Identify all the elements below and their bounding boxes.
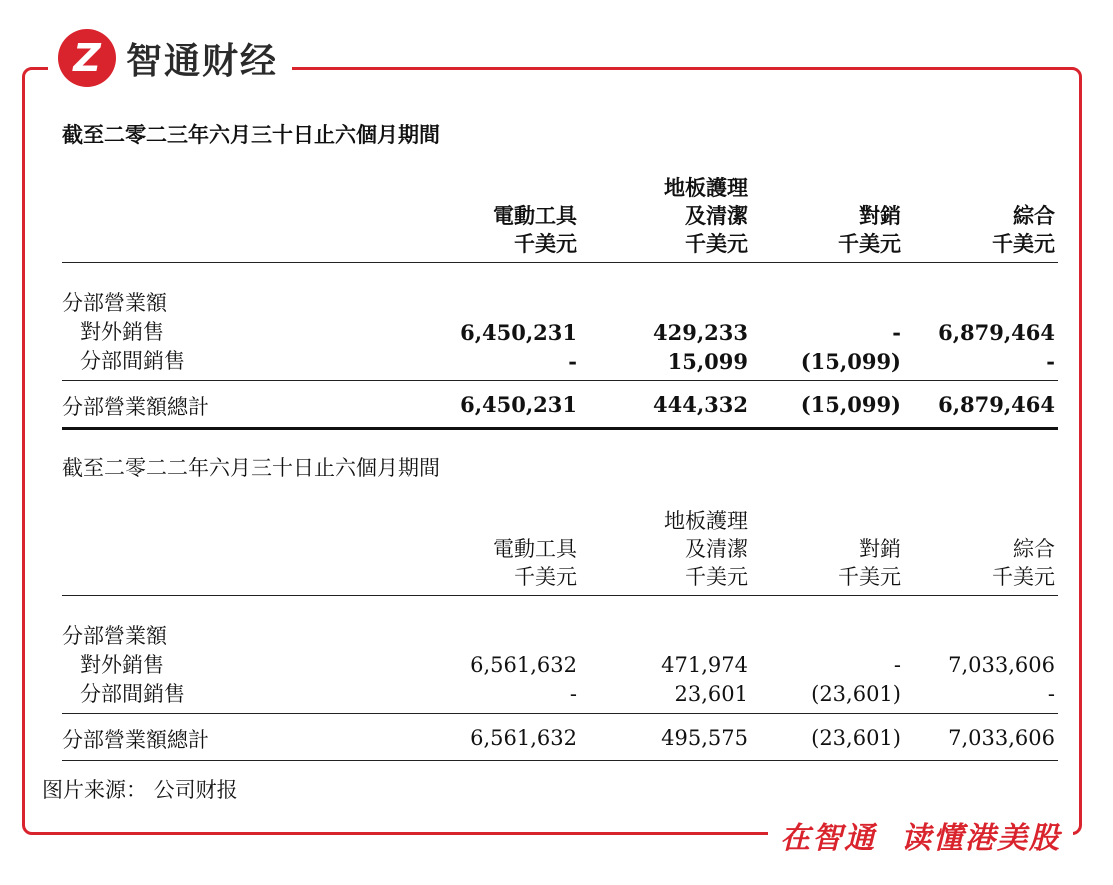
group-label-row <box>62 622 1058 651</box>
row-label: 分部營業額 <box>62 291 167 315</box>
row-label: 分部營業額 <box>62 624 167 648</box>
col-header-power-tools: 電動工具 千美元 <box>493 537 577 589</box>
total-row <box>62 713 1058 761</box>
cell-value: - <box>1046 349 1055 374</box>
cell-value: 7,033,606 <box>948 726 1055 750</box>
cell-value: - <box>893 653 901 677</box>
cell-value: 6,561,632 <box>470 726 577 750</box>
cell-value: - <box>892 320 901 345</box>
col-header-power-tools: 電動工具 千美元 <box>493 203 577 256</box>
cell-value: (23,601) <box>811 726 901 750</box>
cell-value: 6,450,231 <box>460 320 577 345</box>
period-title: 截至二零二三年六月三十日止六個月期間 <box>62 122 440 147</box>
brand-slogan: 在智通 读懂港美股 <box>780 821 1061 856</box>
table-row <box>62 318 1058 347</box>
image-source-note: 图片来源： 公司财报 <box>42 778 238 802</box>
section-2022 <box>62 453 1058 761</box>
cell-value: - <box>1047 682 1055 706</box>
cell-value: 495,575 <box>661 726 748 750</box>
cell-value: (15,099) <box>800 349 901 374</box>
col-header-floor-care: 地板護理 及清潔 千美元 <box>664 509 748 589</box>
brand-header <box>48 18 292 98</box>
row-label: 分部間銷售 <box>80 682 185 706</box>
table-row <box>62 651 1058 680</box>
col-header-consolidated: 綜合 千美元 <box>992 203 1055 256</box>
col-header-eliminations: 對銷 千美元 <box>838 203 901 256</box>
cell-value: 429,233 <box>653 320 748 345</box>
cell-value: (23,601) <box>811 682 901 706</box>
cell-value: 6,561,632 <box>470 653 577 677</box>
col-header-consolidated: 綜合 千美元 <box>992 537 1055 589</box>
group-label-row <box>62 289 1058 318</box>
cell-value: - <box>568 349 577 374</box>
cell-value: 6,879,464 <box>938 392 1055 417</box>
cell-value: 23,601 <box>674 682 748 706</box>
section-2023 <box>62 120 1058 430</box>
row-label: 分部營業額總計 <box>62 728 209 752</box>
cell-value: 471,974 <box>661 653 748 677</box>
col-header-eliminations: 對銷 千美元 <box>838 537 901 589</box>
cell-value: (15,099) <box>800 392 901 417</box>
brand-logo-icon: Z <box>58 29 116 87</box>
row-label: 分部間銷售 <box>80 349 185 373</box>
row-label: 對外銷售 <box>80 653 164 677</box>
table-row <box>62 347 1058 376</box>
table-row <box>62 680 1058 709</box>
col-header-floor-care: 地板護理 及清潔 千美元 <box>664 175 748 256</box>
brand-footer <box>768 812 1073 858</box>
total-row <box>62 380 1058 430</box>
cell-value: 7,033,606 <box>948 653 1055 677</box>
period-title: 截至二零二二年六月三十日止六個月期間 <box>62 456 440 480</box>
cell-value: 15,099 <box>667 349 748 374</box>
column-headers <box>62 491 1058 596</box>
column-headers <box>62 158 1058 263</box>
brand-name: 智通财经 <box>126 40 279 82</box>
cell-value: - <box>569 682 577 706</box>
cell-value: 6,879,464 <box>938 320 1055 345</box>
row-label: 分部營業額總計 <box>62 395 209 419</box>
cell-value: 6,450,231 <box>460 392 577 417</box>
row-label: 對外銷售 <box>80 320 164 344</box>
cell-value: 444,332 <box>653 392 748 417</box>
